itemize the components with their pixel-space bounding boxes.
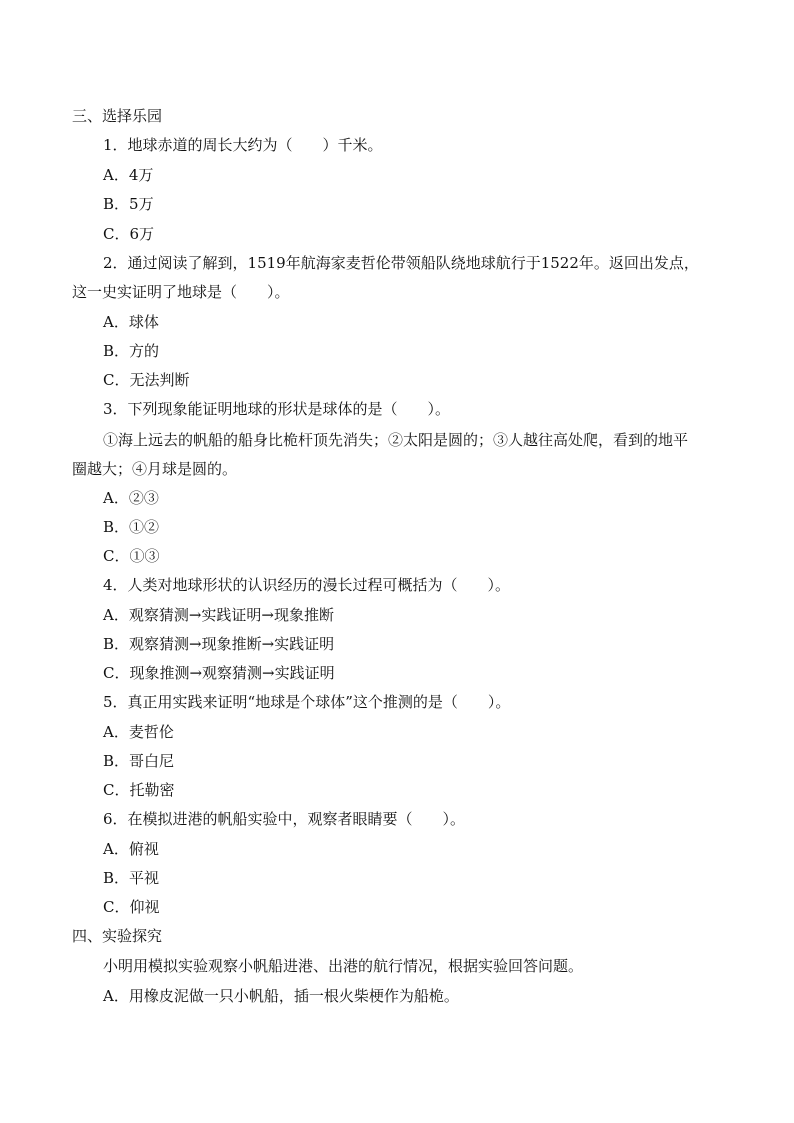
question-3-option-a: A．②③ [103,489,159,507]
question-4-option-c: C．现象推测→观察猜测→实践证明 [103,664,335,682]
section-heading-experiment: 四、实验探究 [72,927,163,945]
question-2-stem: 2．通过阅读了解到，1519年航海家麦哲伦带领船队绕地球航行于1522年。返回出发点， [103,254,699,272]
question-4-option-b: B．观察猜测→现象推断→实践证明 [103,635,335,653]
question-3-stem: 3．下列现象能证明地球的形状是球体的是（ ）。 [103,400,451,418]
question-3-option-b: B．①② [103,518,160,536]
question-2-option-b: B．方的 [103,342,160,360]
question-2-option-c: C．无法判断 [103,371,190,389]
question-5-stem: 5．真正用实践来证明“地球是个球体”这个推测的是（ ）。 [103,693,511,711]
experiment-step-a: A．用橡皮泥做一只小帆船，插一根火柴梗作为船桅。 [103,987,459,1005]
question-3-option-c: C．①③ [103,547,160,565]
question-3-detail: ①海上远去的帆船的船身比桅杆顶先消失；②太阳是圆的；③人越往高处爬，看到的地平 [103,431,689,449]
question-6-option-c: C．仰视 [103,898,160,916]
question-4-option-a: A．观察猜测→实践证明→现象推断 [103,606,334,624]
question-1-option-b: B．5万 [103,195,154,213]
question-6-option-b: B．平视 [103,869,160,887]
question-2-option-a: A．球体 [103,313,159,331]
question-2-stem-continued: 这一史实证明了地球是（ ）。 [72,283,290,301]
question-4-stem: 4．人类对地球形状的认识经历的漫长过程可概括为（ ）。 [103,576,511,594]
experiment-intro: 小明用模拟实验观察小帆船进港、出港的航行情况，根据实验回答问题。 [103,957,584,975]
section-heading-choice: 三、选择乐园 [72,107,163,125]
question-1-stem: 1．地球赤道的周长大约为（ ）千米。 [103,136,383,154]
question-1-option-a: A．4万 [103,166,154,184]
question-6-stem: 6．在模拟进港的帆船实验中，观察者眼睛要（ ）。 [103,810,466,828]
question-1-option-c: C．6万 [103,225,155,243]
question-5-option-a: A．麦哲伦 [103,723,174,741]
question-3-detail-continued: 圈越大；④月球是圆的。 [72,460,238,478]
question-5-option-c: C．托勒密 [103,781,175,799]
question-6-option-a: A．俯视 [103,840,159,858]
question-5-option-b: B．哥白尼 [103,752,175,770]
